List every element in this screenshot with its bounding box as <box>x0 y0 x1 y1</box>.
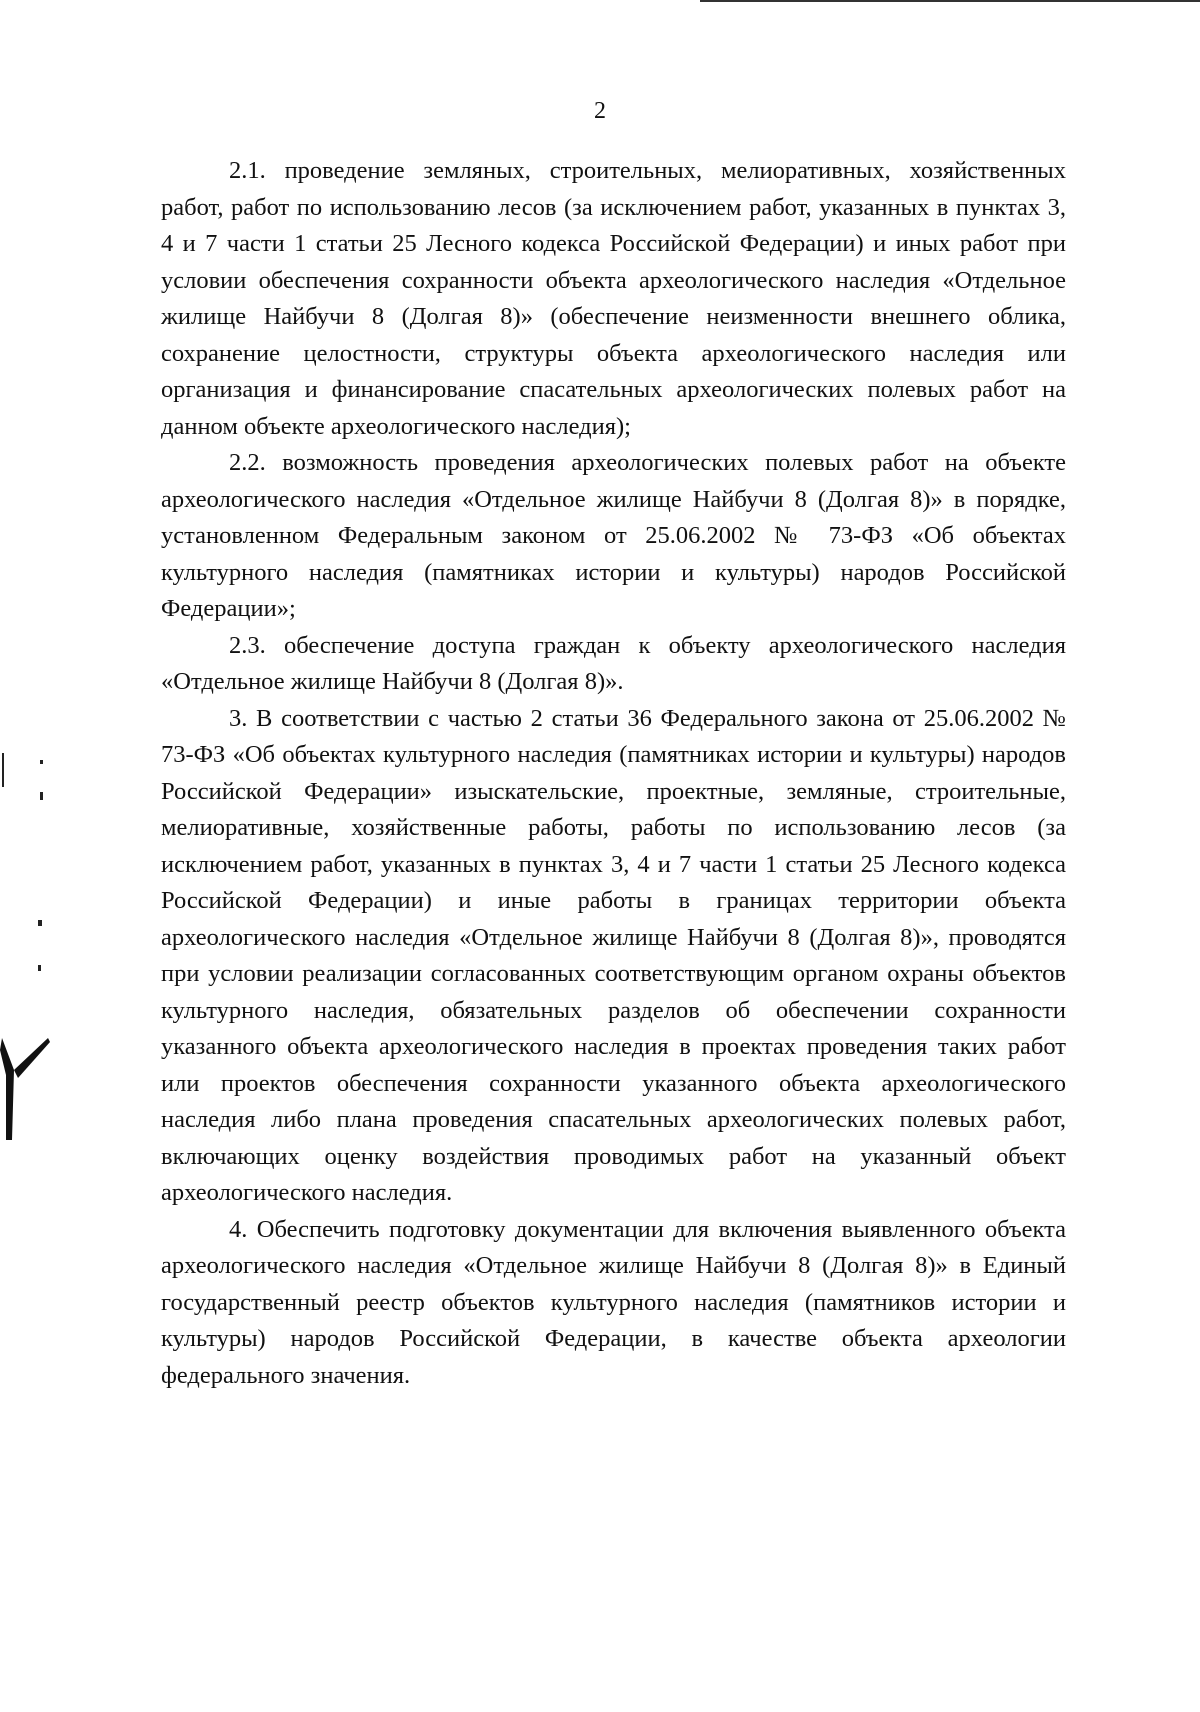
scan-dot <box>2 753 4 787</box>
paragraph-2-2: 2.2. возможность проведения археологических полевых работ на объекте археологического наследия «Отдельное жилище Найбучи 8 (Долгая 8)» в порядке, установленном Федеральным законом от 25.06.2002 № 73-ФЗ «Об объектах культурного наследия (памятниках истории и культуры) народов Российской Федерации»; <box>161 449 1066 622</box>
paragraph-3: 3. В соответствии с частью 2 статьи 36 Федерального закона от 25.06.2002 № 73-ФЗ «Об объектах культурного наследия (памятниках истории и культуры) народов Российской Федерации» изыскательские, проектные, земляные, строительные, мелиоративные, хозяйственные работы, работы по использованию лесов (за исключением работ, указанных в пунктах 3, 4 и 7 части 1 статьи 25 Лесного кодекса Российской Федерации) и иные работы в границах территории объекта археологического наследия «Отдельное жилище Найбучи 8 (Долгая 8)», проводятся при условии реализации согласованных соответствующим органом охраны объектов культурного наследия, обязательных разделов об обеспечении сохранности указанного объекта археологического наследия в проектах проведения таких работ или проектов обеспечения сохранности указанного объекта археологического наследия либо плана проведения спасательных археологических полевых работ, включающих оценку воздействия проводимых работ на указанный объект археологического наследия. <box>161 704 1066 1206</box>
paragraph-2-1: 2.1. проведение земляных, строительных, мелиоративных, хозяйственных работ, работ по использованию лесов (за исключением работ, указанных в пунктах 3, 4 и 7 части 1 статьи 25 Лесного кодекса Российской Федерации) и иных работ при условии обеспечения сохранности объекта археологического наследия «Отдельное жилище Найбучи 8 (Долгая 8)» (обеспечение неизменности внешнего облика, сохранение целостности, структуры объекта археологического наследия или организация и финансирование спасательных археологических полевых работ на данном объекте археологического наследия); <box>161 157 1066 440</box>
paragraph-2-3: 2.3. обеспечение доступа граждан к объекту археологического наследия «Отдельное жилище Найбучи 8 (Долгая 8)». <box>161 631 1066 695</box>
scan-dot <box>40 760 43 764</box>
document-body <box>161 153 1066 1394</box>
paragraph-4: 4. Обеспечить подготовку документации для включения выявленного объекта археологического наследия «Отдельное жилище Найбучи 8 (Долгая 8)» в Единый государственный реестр объектов культурного наследия (памятников истории и культуры) народов Российской Федерации, в качестве объекта археологии федерального значения. <box>161 1215 1066 1389</box>
page-number: 2 <box>594 98 606 124</box>
scan-dot <box>38 965 41 971</box>
scan-dot <box>38 920 42 926</box>
scan-artifact-mark <box>0 1030 60 1150</box>
scan-edge-line <box>700 0 1200 2</box>
scan-dot <box>40 792 43 800</box>
